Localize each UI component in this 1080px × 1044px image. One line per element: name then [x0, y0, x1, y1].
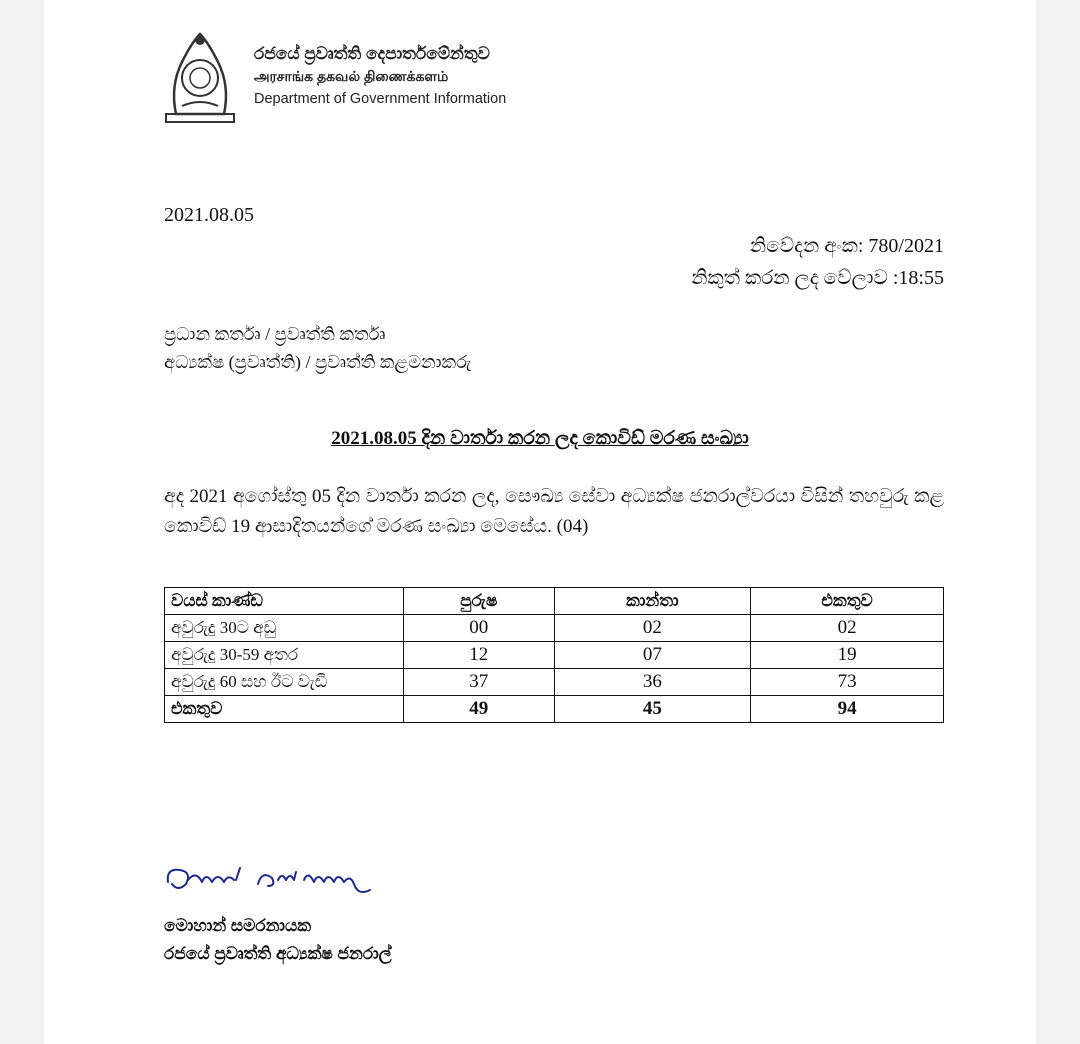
cell-female: 02 [554, 615, 751, 642]
header-total: එකතුව [751, 588, 944, 615]
addressee-line-1: ප්‍රධාන කර්තෘ / ප්‍රවෘත්ති කර්තෘ [164, 324, 386, 344]
signer-name: මොහාන් සමරනායක [164, 916, 312, 935]
addressee-line-2: අධ්‍යක්ෂ (ප්‍රවෘත්ති) / ප්‍රවෘත්ති කළමනාකරු [164, 352, 472, 372]
addressee [164, 320, 471, 376]
cell-male: 37 [404, 669, 555, 696]
cell-age-group: අවුරුදු 30-59 අතර [165, 642, 404, 669]
table-row [165, 642, 944, 669]
signer-title: රජයේ ප්‍රවෘත්ති අධ්‍යක්ෂ ජනරාල් [164, 944, 392, 963]
body-paragraph: අද 2021 අගෝස්තු 05 දින වාර්තා කරන ලද, සෞඛ්‍ය සේවා අධ්‍යක්ෂ ජනරාල්වරයා විසින් තහවුරු කළ කොවිඩ් 19 ආසාදිතයන්ගේ මරණ සංඛ්‍යා මෙසේය. (04) [164, 486, 944, 537]
cell-male: 12 [404, 642, 555, 669]
letterhead-english: Department of Government Information [254, 90, 507, 107]
cell-female: 36 [554, 669, 751, 696]
cell-total-male: 49 [404, 696, 555, 723]
cell-total: 73 [751, 669, 944, 696]
release-number: නිවේදන අංක: 780/2021 [749, 235, 944, 257]
table-header-row [165, 588, 944, 615]
cell-female: 07 [554, 642, 751, 669]
signer-block [164, 912, 392, 968]
cell-total-female: 45 [554, 696, 751, 723]
table-row [165, 615, 944, 642]
cell-total-label: එකතුව [165, 696, 404, 723]
header-female: කාන්තා [554, 588, 751, 615]
cell-age-group: අවුරුදු 30ට අඩු [165, 615, 404, 642]
document-title [44, 428, 1036, 450]
document-title-text: 2021.08.05 දින වාර්තා කරන ලද කොවිඩ් මරණ සංඛ්‍යා [331, 428, 749, 449]
header-age-group: වයස් කාණ්ඩ [165, 588, 404, 615]
cell-male: 00 [404, 615, 555, 642]
letterhead [162, 26, 506, 126]
government-emblem-icon [162, 26, 238, 126]
table-row [165, 669, 944, 696]
document-date: 2021.08.05 [164, 204, 254, 226]
deaths-table [164, 587, 944, 723]
cell-total: 19 [751, 642, 944, 669]
cell-grand-total: 94 [751, 696, 944, 723]
table-total-row [165, 696, 944, 723]
cell-age-group: අවුරුදු 60 සහ ඊට වැඩි [165, 669, 404, 696]
cell-total: 02 [751, 615, 944, 642]
document-page [44, 0, 1036, 1044]
letterhead-tamil: அரசாங்க தகவல் திணைக்களம் [254, 67, 449, 84]
release-time: නිකුත් කරන ලද වේලාව :18:55 [691, 267, 944, 289]
letterhead-sinhala: රජයේ ප්‍රවෘත්ති දෙපාර්තමේන්තුව [254, 43, 490, 63]
release-info [691, 230, 944, 294]
handwritten-signature [162, 850, 392, 910]
header-male: පුරුෂ [404, 588, 555, 615]
